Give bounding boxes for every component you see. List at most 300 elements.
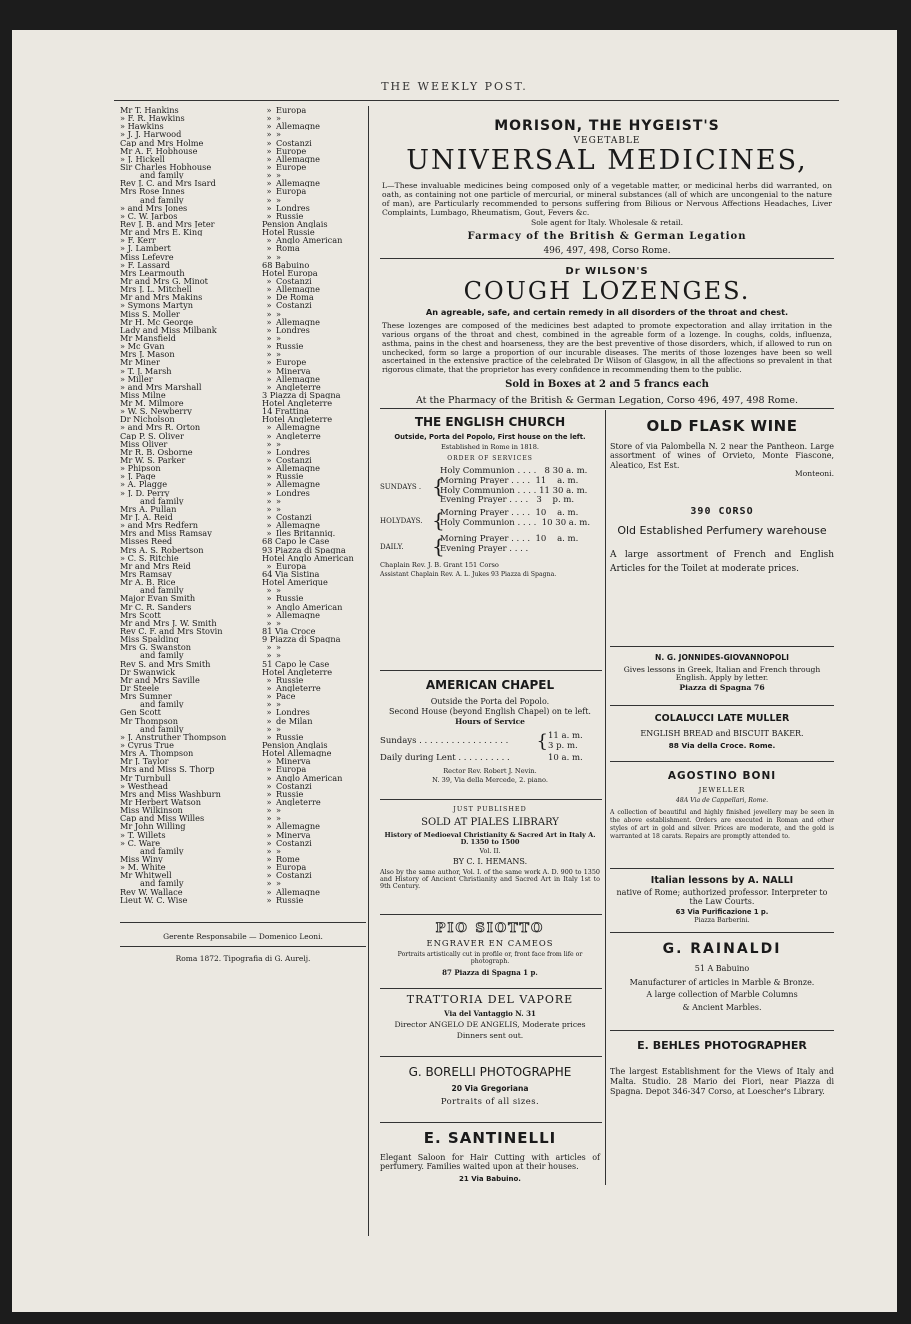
arrival-name: Mrs Rose Innes — [120, 187, 185, 196]
arrival-name: » Hawkins — [120, 122, 164, 131]
arrival-hotel: Europe — [276, 162, 307, 172]
list-item — [120, 236, 368, 244]
daily-label: DAILY. — [380, 542, 404, 551]
flask-ad — [610, 418, 834, 479]
ditto-mark: » — [266, 651, 272, 660]
arrival-hotel: Costanzi — [276, 513, 312, 522]
rule-8 — [380, 1122, 602, 1123]
arrival-hotel: » — [276, 309, 282, 318]
list-item — [120, 619, 368, 627]
daily-block — [380, 535, 600, 558]
church-title: THE ENGLISH CHURCH — [414, 415, 566, 429]
list-item — [120, 489, 368, 497]
arrival-hotel: » — [276, 700, 282, 709]
daily-items — [440, 535, 600, 558]
list-item — [120, 782, 368, 790]
arrival-name: » C. Ware — [120, 838, 161, 847]
ditto-mark: » — [266, 504, 272, 514]
chapel-sundays — [380, 732, 600, 753]
arrival-hotel: Londres — [276, 708, 310, 717]
rule-2 — [380, 408, 834, 409]
rainaldi-ad — [610, 941, 834, 1012]
arrival-name: » Cyrus True — [120, 740, 174, 750]
arrival-name: » Westhead — [120, 781, 168, 790]
trattoria-ad — [380, 994, 600, 1041]
ditto-mark: » — [266, 683, 272, 693]
ditto-mark: » — [266, 244, 272, 253]
list-item — [120, 513, 368, 521]
arrival-name: Lieut W. C. Wise — [120, 895, 188, 904]
newspaper-page — [12, 30, 897, 1312]
arrival-hotel: Russie — [276, 594, 304, 603]
list-item — [120, 261, 368, 269]
arrival-name: Mr Whitwell — [120, 871, 172, 880]
jonnides-addr: Piazza di Spagna 76 — [679, 683, 765, 693]
arrival-name: Lady and Miss Milbank — [120, 325, 217, 334]
arrival-hotel: » — [276, 814, 282, 823]
arrival-name: and family — [140, 651, 184, 660]
holydays-label: HOLYDAYS. — [380, 516, 423, 525]
arrival-hotel: Costanzi — [276, 276, 312, 286]
list-item — [120, 733, 368, 741]
ditto-mark: » — [266, 203, 272, 212]
list-item — [120, 196, 368, 204]
ditto-mark: » — [266, 130, 272, 139]
church-chaplain: Chaplain Rev. J. B. Grant 151 Corso — [380, 561, 499, 570]
arrival-name: and family — [140, 171, 184, 180]
piales-by: BY C. I. HEMANS. — [452, 857, 528, 867]
page-header: THE WEEKLY POST. — [381, 80, 528, 93]
arrival-hotel: Costanzi — [276, 838, 312, 847]
corso-title: Old Established Perfumery warehouse — [617, 523, 827, 537]
footer-rule — [120, 946, 366, 947]
list-item — [120, 863, 368, 871]
arrival-name: Rev S. and Mrs Smith — [120, 659, 211, 668]
arrival-hotel: Allemagne — [276, 521, 320, 530]
arrival-hotel: » — [276, 586, 282, 595]
rainaldi-l2: A large collection of Marble Columns — [646, 990, 798, 1000]
list-item — [120, 570, 368, 578]
corso-num: 390 CORSO — [690, 506, 754, 517]
rule-4 — [380, 799, 602, 800]
arrival-hotel: Allemagne — [276, 887, 320, 896]
flask-title: OLD FLASK WINE — [646, 417, 798, 435]
list-item — [120, 749, 368, 757]
arrival-hotel: Minerva — [276, 757, 311, 766]
list-item — [120, 432, 368, 440]
ditto-mark: » — [266, 724, 272, 733]
ditto-mark: » — [266, 700, 272, 709]
list-item — [120, 651, 368, 659]
ditto-mark: » — [266, 879, 272, 888]
church-assistant: Assistant Chaplain Rev. A. L. Jukes 93 Piazza di Spagna. — [380, 570, 557, 578]
arrival-hotel: Allemagne — [276, 122, 320, 131]
arrival-hotel: 93 Piazza di Spagna — [262, 545, 346, 554]
siotto-title: PIO SIOTTO — [435, 921, 545, 936]
behles-ad — [610, 1040, 834, 1097]
arrival-hotel: Minerva — [276, 366, 311, 375]
ditto-mark: » — [266, 472, 272, 481]
ditto-mark: » — [266, 138, 272, 147]
ditto-mark: » — [266, 529, 272, 538]
list-item — [120, 839, 368, 847]
list-item — [120, 464, 368, 472]
ditto-mark: » — [266, 773, 272, 782]
arrival-hotel: » — [276, 643, 282, 652]
list-item — [120, 765, 368, 773]
arrival-name: Mr M. Milmore — [120, 399, 184, 408]
arrival-hotel: » — [276, 252, 282, 261]
list-item — [120, 692, 368, 700]
trattoria-addr: Via del Vantaggio N. 31 — [444, 1008, 536, 1018]
rule-10 — [610, 705, 834, 706]
ditto-mark: » — [266, 154, 272, 163]
arrival-name: Mr T. Hankins — [120, 106, 179, 115]
list-item — [120, 578, 368, 586]
ditto-mark: » — [266, 431, 272, 440]
arrival-name: and family — [140, 496, 184, 505]
arrivals-list — [120, 106, 368, 904]
arrival-hotel: » — [276, 350, 282, 359]
column-rule — [368, 106, 369, 1236]
ditto-mark: » — [266, 342, 272, 351]
list-item — [120, 757, 368, 765]
arrival-name: Cap and Mrs Holme — [120, 138, 204, 147]
ditto-mark: » — [266, 439, 272, 448]
corso-body: A large assortment of French and English Articles for the Toilet at moderate prices. — [610, 550, 834, 574]
arrival-name: Gen Scott — [120, 708, 161, 717]
chapel-sun-time-2: 3 p. m. — [548, 740, 578, 751]
service-item: Morning Prayer . . . . 10 a. m. — [440, 508, 579, 519]
ditto-mark: » — [266, 171, 272, 180]
siotto-sub: ENGRAVER EN CAMEOS — [426, 937, 554, 948]
ditto-mark: » — [266, 301, 272, 310]
list-item — [120, 529, 368, 537]
ditto-mark: » — [266, 122, 272, 131]
arrival-name: Mr Mansfield — [120, 333, 176, 343]
arrival-hotel: Russie — [276, 675, 304, 684]
ditto-mark: » — [266, 757, 272, 766]
jonnides-ad — [610, 654, 834, 693]
chapel-addr: N. 39, Via della Mercede, 2. piano. — [432, 775, 548, 784]
boni-title: AGOSTINO BONI — [667, 770, 777, 782]
arrival-hotel: Hotel Anglo American — [262, 553, 354, 562]
ditto-mark: » — [266, 179, 272, 188]
sundays-label: SUNDAYS . — [380, 482, 422, 491]
service-item: Holy Communion . . . . 8 30 a. m. — [440, 466, 588, 477]
arrival-hotel: Londres — [276, 488, 310, 497]
arrival-hotel: Europa — [276, 106, 307, 115]
list-item — [120, 643, 368, 651]
arrival-name: Sir Charles Hobhouse — [120, 162, 212, 172]
ditto-mark: » — [266, 871, 272, 880]
rule-11 — [610, 761, 834, 762]
list-item — [120, 879, 368, 887]
list-item — [120, 130, 368, 138]
arrival-hotel: Europa — [276, 187, 307, 196]
list-item — [120, 855, 368, 863]
wilson-tagline: An agreable, safe, and certain remedy in all disorders of the throat and chest. — [425, 306, 789, 317]
arrival-hotel: Russie — [276, 472, 304, 481]
list-item — [120, 594, 368, 602]
arrival-hotel: Europe — [276, 358, 307, 367]
arrival-name: » A. Plagge — [120, 480, 168, 489]
ditto-mark: » — [266, 789, 272, 798]
arrival-hotel: de Milan — [276, 716, 313, 725]
ditto-mark: » — [266, 447, 272, 457]
list-item — [120, 106, 368, 114]
arrival-name: » J. Lambert — [120, 244, 171, 253]
arrival-name: » J. Hickell — [120, 154, 165, 163]
arrival-name: and family — [140, 724, 184, 733]
list-end-rule — [120, 922, 366, 923]
arrival-hotel: Minerva — [276, 830, 311, 839]
arrival-hotel: Hotel Angleterre — [262, 415, 333, 424]
sundays-items — [440, 467, 600, 506]
arrival-hotel: Costanzi — [276, 781, 312, 790]
list-item — [120, 472, 368, 480]
rainaldi-title: G. RAINALDI — [662, 941, 782, 957]
behles-body: The largest Establishment for the Views of Italy and Malta. Studio. 28 Mario dei Fiori, near Piazza di Spagna. Depot 346-347 Corso, at Loescher's Library. — [610, 1066, 834, 1096]
list-item — [120, 423, 368, 431]
chapel-title: AMERICAN CHAPEL — [425, 678, 555, 692]
arrival-name: Mrs Ramsay — [120, 570, 172, 579]
arrival-hotel: Londres — [276, 447, 310, 457]
list-item — [120, 554, 368, 562]
nalli-addr1: 63 Via Purificazione 1 p. — [675, 908, 769, 917]
santinelli-addr: 21 Via Babuino. — [459, 1174, 521, 1183]
arrival-hotel: » — [276, 504, 282, 514]
church-est: Established in Rome in 1818. — [440, 442, 540, 451]
arrival-hotel: Pension Anglais — [262, 219, 328, 229]
ditto-mark: » — [266, 293, 272, 302]
ditto-mark: » — [266, 350, 272, 359]
arrival-name: Mrs A. Thompson — [120, 749, 194, 758]
arrival-name: » F. Kerr — [120, 236, 156, 245]
list-item — [120, 415, 368, 423]
arrival-name: » Symons Martyn — [120, 301, 193, 310]
colalucci-sub: ENGLISH BREAD and BISCUIT BAKER. — [640, 728, 804, 738]
list-item — [120, 350, 368, 358]
ditto-mark: » — [266, 814, 272, 823]
arrival-hotel: Costanzi — [276, 138, 312, 147]
arrival-hotel: 81 Via Croce — [262, 627, 316, 636]
list-item — [120, 269, 368, 277]
arrival-name: Mr John Willing — [120, 822, 186, 831]
arrival-hotel: Londres — [276, 203, 310, 212]
chapel-daily-time: 10 a. m. — [548, 753, 583, 764]
arrival-hotel: 51 Capo le Case — [262, 659, 330, 668]
list-item — [120, 220, 368, 228]
ditto-mark: » — [266, 863, 272, 872]
ditto-mark: » — [266, 513, 272, 522]
arrival-name: Miss S. Moller — [120, 309, 180, 318]
mid-column-rule — [605, 410, 606, 1185]
arrival-hotel: Allemagne — [276, 317, 320, 326]
arrival-name: » M. White — [120, 863, 166, 872]
list-item — [120, 847, 368, 855]
ditto-mark: » — [266, 692, 272, 701]
arrival-name: Dr Steele — [120, 683, 160, 693]
church-sub: Outside, Porta del Popolo, First house on the left. — [394, 432, 586, 441]
arrival-name: Mr and Mrs Saville — [120, 675, 200, 684]
list-item — [120, 611, 368, 619]
list-item — [120, 480, 368, 488]
arrival-name: Dr Nicholson — [120, 415, 175, 424]
arrival-hotel: Hotel Angleterre — [262, 667, 333, 676]
service-item: Evening Prayer . . . . — [440, 543, 529, 554]
arrival-hotel: Iles Britanniq. — [276, 529, 336, 538]
arrival-hotel: Allemagne — [276, 822, 320, 831]
list-item — [120, 326, 368, 334]
ditto-mark: » — [266, 675, 272, 684]
list-item — [120, 407, 368, 415]
siotto-ad — [380, 922, 600, 977]
borelli-addr: 20 Via Gregoriana — [451, 1083, 529, 1093]
arrival-hotel: Angleterre — [276, 683, 321, 693]
arrival-name: » and Mrs R. Orton — [120, 423, 201, 432]
arrival-name: Miss Milne — [120, 390, 166, 400]
arrival-name: » J. Page — [120, 472, 156, 481]
colalucci-addr: 88 Via della Croce. Rome. — [668, 741, 776, 751]
nalli-title: Italian lessons by A. NALLI — [650, 875, 794, 886]
list-item — [120, 537, 368, 545]
arrival-hotel: » — [276, 439, 282, 448]
list-item — [120, 717, 368, 725]
arrival-hotel: Angleterre — [276, 797, 321, 807]
arrival-hotel: Hotel Europa — [262, 268, 318, 277]
arrival-name: » Phipson — [120, 464, 161, 473]
list-item — [120, 358, 368, 366]
arrival-hotel: Pace — [276, 692, 296, 701]
service-item: Holy Communion . . . . 11 30 a. m. — [440, 485, 588, 496]
arrival-name: Mrs A. S. Robertson — [120, 545, 204, 554]
arrival-name: Mrs J. Mason — [120, 350, 175, 359]
trattoria-title: TRATTORIA DEL VAPORE — [406, 993, 574, 1006]
print-line: Roma 1872. Tipografia di G. Aurelj. — [175, 954, 311, 963]
arrival-hotel: 14 Frattina — [262, 407, 309, 416]
arrival-hotel: Europa — [276, 765, 307, 774]
list-item — [120, 668, 368, 676]
arrival-hotel: 9 Piazza di Spagna — [262, 635, 341, 644]
boni-body: A collection of beautiful and highly finished jewellery may be seen in the above establishment. Orders are executed in Roman and other styles of art in gold and silver. Prices are moderate, and the gold is warranted at 18 carats. Repairs are promptly attended to. — [610, 809, 834, 840]
arrival-name: Mrs Sumner — [120, 692, 172, 701]
chapel-hours: Hours of Service — [455, 717, 525, 727]
list-item — [120, 204, 368, 212]
rule-9 — [610, 646, 834, 647]
arrival-name: » and Mrs Redfern — [120, 521, 199, 530]
brace-icon: { — [536, 730, 548, 752]
arrival-name: » F. R. Hawkins — [120, 114, 185, 123]
arrival-hotel: Allemagne — [276, 374, 320, 383]
colalucci-title: COLALUCCI LATE MULLER — [654, 713, 790, 724]
boni-ad — [610, 770, 834, 841]
santinelli-title: E. SANTINELLI — [423, 1129, 557, 1147]
ditto-mark: » — [266, 895, 272, 904]
arrival-hotel: Russie — [276, 342, 304, 351]
chapel-ad — [380, 679, 600, 784]
ditto-mark: » — [266, 358, 272, 367]
arrival-name: Mr and Mrs Reid — [120, 561, 191, 571]
chapel-sundays-label: Sundays . . . . . . . . . . . . . . . . . — [380, 736, 509, 747]
arrival-hotel: Allemagne — [276, 423, 320, 432]
list-item — [120, 147, 368, 155]
list-item — [120, 660, 368, 668]
chapel-l2: Second House (beyond English Chapel) on te left. — [389, 706, 591, 716]
rainaldi-l1: Manufacturer of articles in Marble & Bronze. — [629, 978, 815, 988]
list-item — [120, 285, 368, 293]
list-item — [120, 603, 368, 611]
list-item — [120, 725, 368, 733]
arrival-name: Rev J. B. and Mrs Jeter — [120, 219, 215, 229]
holydays-block — [380, 509, 600, 532]
ditto-mark: » — [266, 423, 272, 432]
arrival-hotel: » — [276, 195, 282, 204]
ditto-mark: » — [266, 211, 272, 220]
ditto-mark: » — [266, 830, 272, 839]
arrival-name: Mr Thompson — [120, 716, 178, 725]
morison-title: MORISON, THE HYGEIST'S — [494, 118, 720, 134]
ditto-mark: » — [266, 708, 272, 717]
list-item — [120, 440, 368, 448]
service-item: Evening Prayer . . . . 3 p. m. — [440, 495, 575, 506]
list-item — [120, 896, 368, 904]
arrival-hotel: » — [276, 724, 282, 733]
arrival-name: » and Mrs Jones — [120, 203, 188, 212]
arrival-name: Dr Swanwick — [120, 667, 176, 676]
arrival-name: Cap P. S. Oliver — [120, 431, 184, 440]
arrival-name: » C. S. Ritchie — [120, 553, 179, 562]
list-item — [120, 684, 368, 692]
list-item — [120, 521, 368, 529]
list-item — [120, 831, 368, 839]
arrival-hotel: Costanzi — [276, 301, 312, 310]
arrival-hotel: Europa — [276, 561, 307, 571]
arrival-hotel: Hotel Amerique — [262, 578, 328, 587]
ditto-mark: » — [266, 252, 272, 261]
ditto-mark: » — [266, 114, 272, 123]
boni-addr: 48A Via de Cappellari, Rome. — [675, 796, 769, 804]
ditto-mark: » — [266, 106, 272, 115]
list-item — [120, 798, 368, 806]
arrival-hotel: » — [276, 130, 282, 139]
service-item: Morning Prayer . . . . 10 a. m. — [440, 534, 579, 545]
list-item — [120, 774, 368, 782]
wilson-sold: Sold in Boxes at 2 and 5 francs each — [505, 378, 709, 390]
arrival-name: Mrs A. Pullan — [120, 504, 177, 514]
header-rule — [114, 100, 839, 101]
list-item — [120, 391, 368, 399]
arrival-hotel: » — [276, 806, 282, 815]
morison-agent: Sole agent for Italy. Wholesale & retail. — [531, 217, 683, 227]
arrival-hotel: Angleterre — [276, 431, 321, 440]
corso-ad — [610, 506, 834, 576]
ditto-mark: » — [266, 732, 272, 741]
wilson-ad — [382, 266, 832, 407]
arrival-name: » J. D. Perry — [120, 488, 170, 497]
ditto-mark: » — [266, 480, 272, 489]
arrival-hotel: Allemagne — [276, 480, 320, 489]
piales-book: History of Medioeval Christianity & Sacred Art in Italy A. D. 1350 to 1500 — [384, 830, 596, 847]
ditto-mark: » — [266, 765, 272, 774]
list-item — [120, 293, 368, 301]
rule-5 — [380, 914, 602, 915]
arrival-hotel: Londres — [276, 325, 310, 334]
ditto-mark: » — [266, 464, 272, 473]
arrival-name: Mr and Mrs G. Minot — [120, 276, 208, 286]
list-item — [120, 456, 368, 464]
morison-pharmacy: Farmacy of the British & German Legation — [467, 231, 747, 243]
